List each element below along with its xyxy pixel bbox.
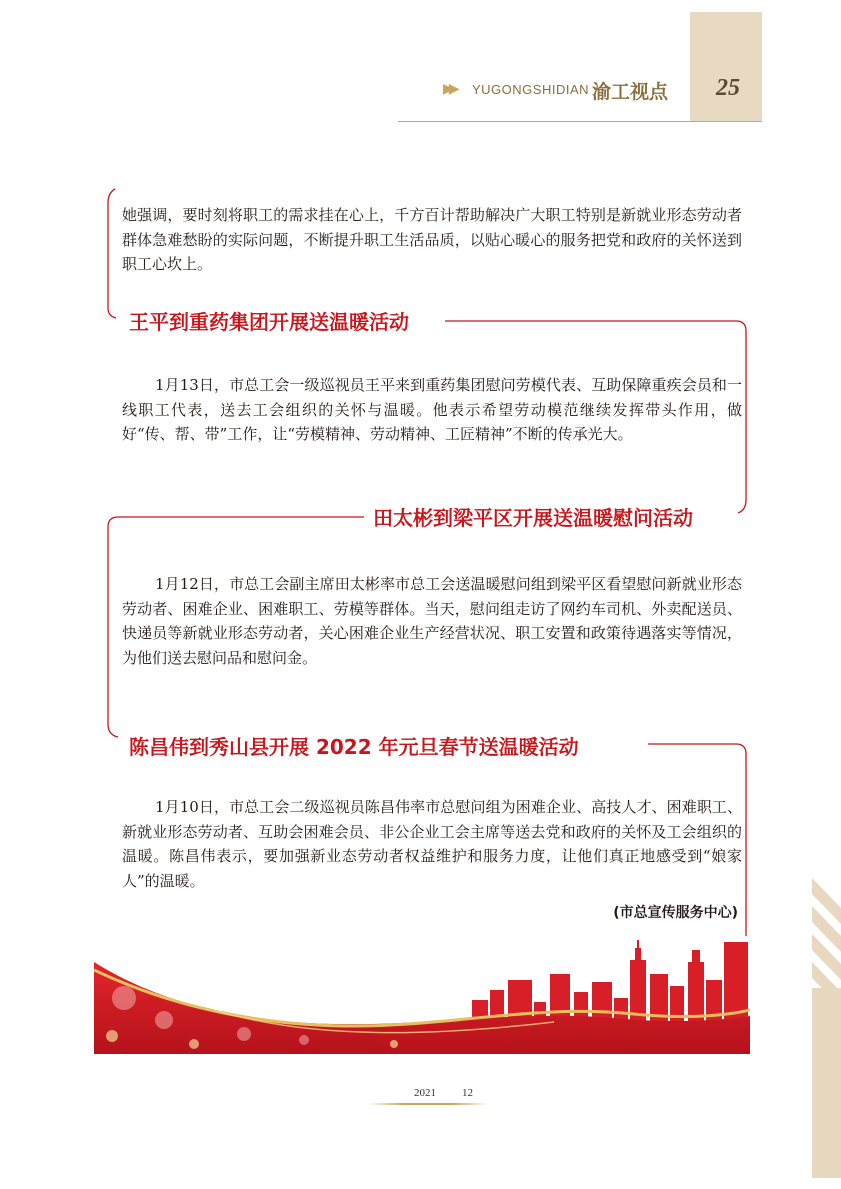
footer-issue: 12 bbox=[462, 1087, 473, 1099]
corner-stripes-decoration bbox=[812, 878, 841, 1178]
source-credit: (市总宣传服务中心) bbox=[613, 905, 738, 921]
section-heading: 王平到重药集团开展送温暖活动 bbox=[123, 306, 415, 335]
page-number: 25 bbox=[716, 75, 740, 101]
double-arrow-icon: ▶▶ bbox=[443, 81, 455, 97]
section-body: 1月10日，市总工会二级巡视员陈昌伟率市总慰问组为困难企业、高技人才、困难职工、新就业形态劳动者、互助会困难会员、非公企业工会主席等送去党和政府的关怀及工会组织的温暖。陈昌伟表示，要加强新业态劳动者权益维护和服务力度，让他们真正地感受到“娘家人”的温暖。 bbox=[122, 798, 742, 890]
section-name-chinese: 渝工视点 bbox=[592, 81, 669, 103]
section-body: 1月13日，市总工会一级巡视员王平来到重药集团慰问劳模代表、互助保障重疾会员和一线职工代表，送去工会组织的关怀与温暖。他表示希望劳动模范继续发挥带头作用，做好“传、帮、带”工作，让“劳模精神、劳动精神、工匠精神”不断的传承光大。 bbox=[122, 376, 742, 443]
section-body: 1月12日，市总工会副主席田太彬率市总工会送温暖慰问组到梁平区看望慰问新就业形态劳动者、困难企业、困难职工、劳模等群体。当天，慰问组走访了网约车司机、外卖配送员、快递员等新就业形态劳动者，关心困难企业生产经营状况、职工安置和政策待遇落实等情况，为他们送去慰问品和慰问金。 bbox=[122, 575, 742, 667]
section-heading: 田太彬到梁平区开展送温暖慰问活动 bbox=[367, 502, 699, 531]
city-skyline-banner bbox=[94, 940, 750, 1054]
intro-paragraph: 她强调，要时刻将职工的需求挂在心上，千方百计帮助解决广大职工特别是新就业形态劳动者群体急难愁盼的实际问题，不断提升职工生活品质，以贴心暖心的服务把党和政府的关怀送到职工心坎上。 bbox=[122, 206, 742, 273]
header-tab-block bbox=[690, 12, 762, 122]
footer-year: 2021 bbox=[414, 1087, 436, 1099]
section-name-english: YUGONGSHIDIAN bbox=[472, 82, 590, 97]
footer-rule bbox=[368, 1103, 488, 1105]
header-divider bbox=[398, 121, 762, 122]
section-heading: 陈昌伟到秀山县开展 2022 年元旦春节送温暖活动 bbox=[123, 731, 585, 760]
